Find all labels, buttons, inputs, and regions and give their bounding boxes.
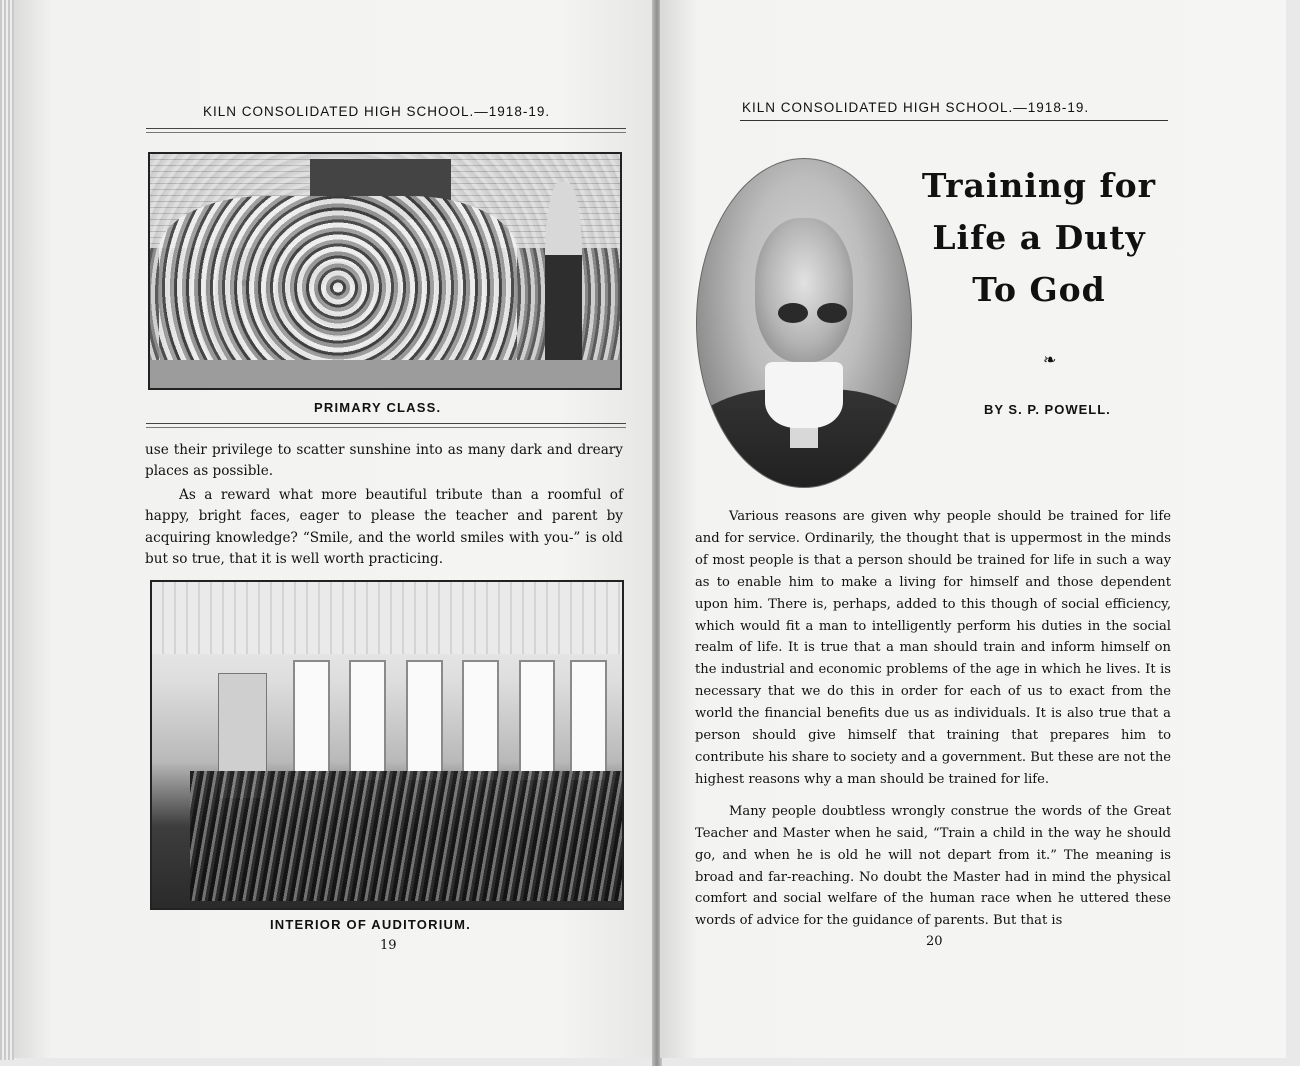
right-head-rule xyxy=(740,120,1168,121)
left-page-number: 19 xyxy=(380,938,397,953)
left-body-text xyxy=(145,440,623,570)
right-page-number: 20 xyxy=(926,934,943,949)
author-portrait xyxy=(696,158,912,488)
right-paragraph-1: Various reasons are given why people should be trained for life and for service. Ordinarily, the thought that is uppermost in the minds of most people is that a person should be trained for life in such a way as to enable him to make a living for himself and those dependent upon him. There is, perhaps, added to this though of social efficiency, which would fit a man to intelligently perform his duties in the social realm of life. It is true that a man should train and inform himself on the industrial and economic problems of the age in which he lives. It is necessary that we do this in order for each of us to exact from the world the financial benefits due us as individuals. It is also true that a person should give himself that training that prepares him to contribute his share to society and a government. But these are not the highest reasons why a man should be trained for life. xyxy=(695,509,1171,787)
right-body-text xyxy=(695,506,1171,932)
byline: BY S. P. POWELL. xyxy=(984,402,1111,417)
title-line-1: Training for xyxy=(921,166,1157,205)
left-running-head: KILN CONSOLIDATED HIGH SCHOOL.—1918-19. xyxy=(203,104,551,119)
primary-class-caption: PRIMARY CLASS. xyxy=(314,400,442,415)
left-paragraph-1: use their privilege to scatter sunshine into as many dark and dreary places as possible. xyxy=(145,442,623,480)
right-paragraph-2: Many people doubtless wrongly construe the words of the Great Teacher and Master when he said, “Train a child in the way he should go, and when he is old he will not depart from it.” The meaning is broad and far-reaching. No doubt the Master had in mind the physical comfort and social welfare of the human race when he uttered these words of advice for the guidance of parents. But that is xyxy=(695,803,1171,929)
fleuron-ornament: ❧ xyxy=(1043,350,1057,369)
auditorium-caption: INTERIOR OF AUDITORIUM. xyxy=(270,917,471,932)
right-running-head: KILN CONSOLIDATED HIGH SCHOOL.—1918-19. xyxy=(742,100,1090,115)
title-line-2: Life a Duty xyxy=(932,218,1146,257)
caption-rule xyxy=(146,423,626,428)
left-head-rule xyxy=(146,128,626,133)
auditorium-photo xyxy=(150,580,624,910)
title-line-3: To God xyxy=(972,270,1106,309)
article-title xyxy=(905,160,1173,316)
left-paragraph-2: As a reward what more beautiful tribute than a roomful of happy, bright faces, eager to please the teacher and parent by acquiring knowledge? “Smile, and the world smiles with you-” is old but so true, that it is well worth practicing. xyxy=(145,486,623,568)
primary-class-photo xyxy=(148,152,622,390)
